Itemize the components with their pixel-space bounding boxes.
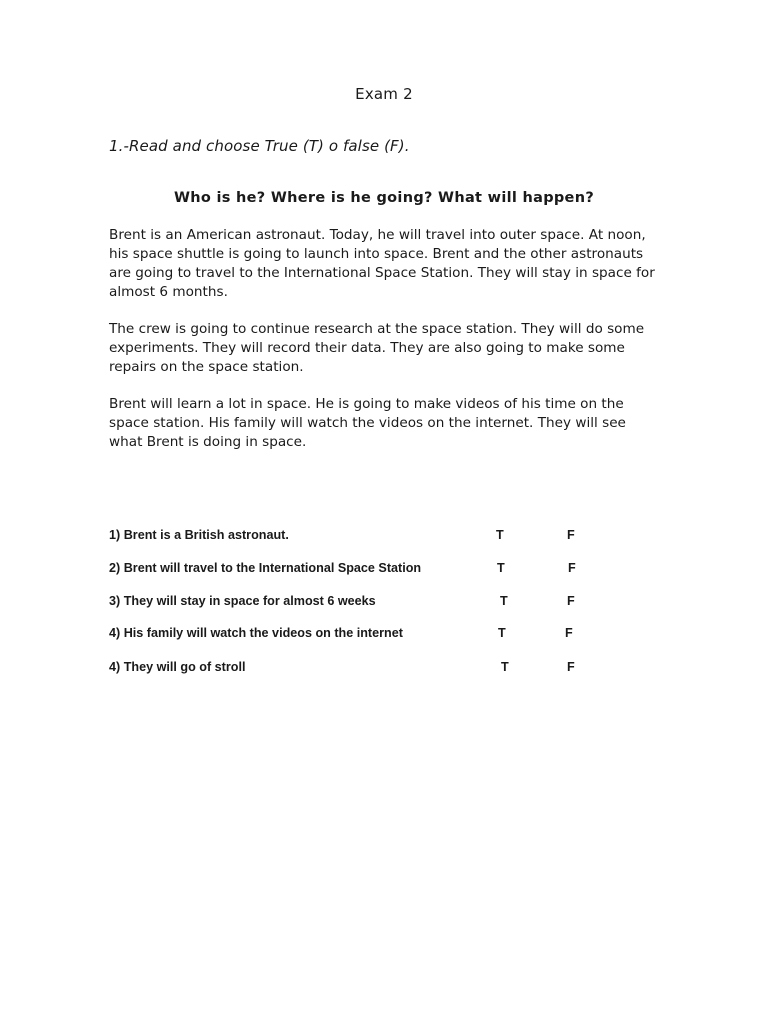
question-text: 4) His family will watch the videos on the internet bbox=[109, 626, 403, 640]
question-row bbox=[109, 660, 589, 678]
true-option[interactable]: T bbox=[500, 594, 508, 608]
true-option[interactable]: T bbox=[497, 561, 505, 575]
true-option[interactable]: T bbox=[496, 528, 504, 542]
false-option[interactable]: F bbox=[567, 528, 575, 542]
true-option[interactable]: T bbox=[501, 660, 509, 674]
question-row bbox=[109, 594, 589, 612]
reading-paragraph: The crew is going to continue research at the space station. They will do some experiments. They will record their data. They are also going to make some repairs on the space station. bbox=[109, 321, 645, 375]
false-option[interactable]: F bbox=[568, 561, 576, 575]
question-text: 3) They will stay in space for almost 6 weeks bbox=[109, 594, 376, 608]
false-option[interactable]: F bbox=[567, 660, 575, 674]
question-text: 1) Brent is a British astronaut. bbox=[109, 528, 289, 542]
reading-paragraph: Brent will learn a lot in space. He is going to make videos of his time on the space station. His family will watch the videos on the internet. They will see what Brent is doing in space. bbox=[109, 396, 626, 450]
question-row bbox=[109, 528, 589, 546]
question-text: 2) Brent will travel to the International Space Station bbox=[109, 561, 422, 575]
question-text: 4) They will go of stroll bbox=[109, 660, 246, 674]
instruction-text: 1.-Read and choose True (T) o false (F). bbox=[109, 137, 410, 155]
reading-paragraph: Brent is an American astronaut. Today, he will travel into outer space. At noon, his space shuttle is going to launch into space. Brent and the other astronauts are going to travel to the International Space Station. They will stay in space for almost 6 months. bbox=[109, 227, 655, 300]
true-option[interactable]: T bbox=[498, 626, 506, 640]
false-option[interactable]: F bbox=[567, 594, 575, 608]
question-row bbox=[109, 626, 589, 644]
question-row bbox=[109, 561, 589, 579]
false-option[interactable]: F bbox=[565, 626, 573, 640]
reading-heading: Who is he? Where is he going? What will happen? bbox=[173, 190, 595, 206]
exam-title: Exam 2 bbox=[355, 85, 413, 103]
